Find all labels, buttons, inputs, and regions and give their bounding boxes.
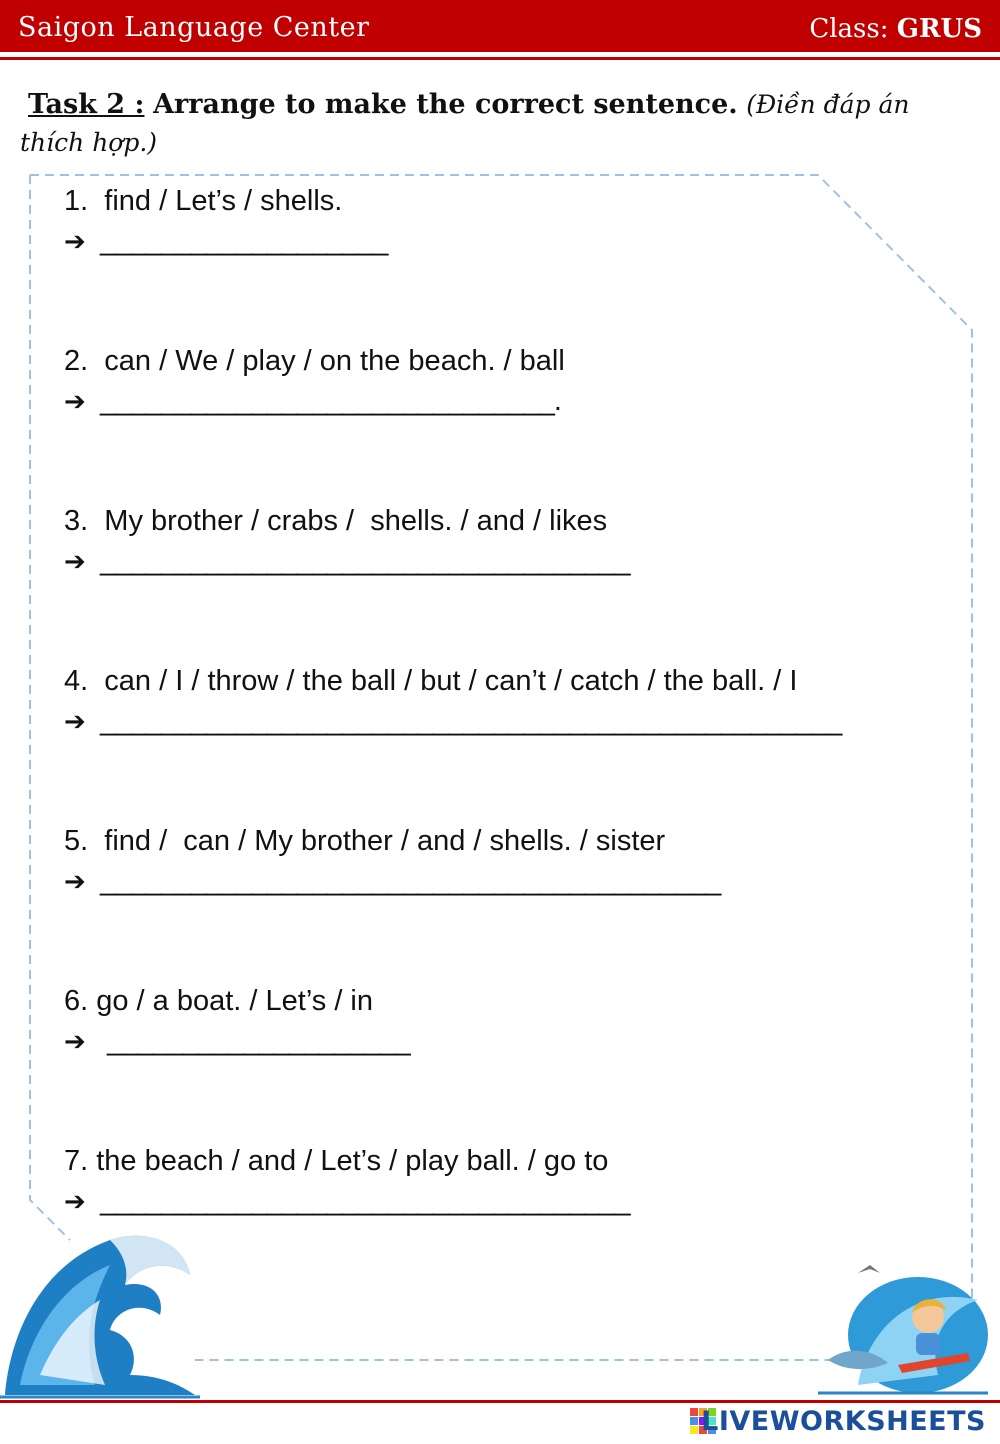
exercise-item-6: [64, 982, 410, 1061]
right-arrow-icon: ➔: [64, 1027, 86, 1057]
liveworksheets-logo[interactable]: LIVEWORKSHEETS: [701, 1406, 986, 1437]
question-text: 7. the beach / and / Let’s / play ball. / go to: [64, 1145, 609, 1177]
answer-blank[interactable]: ___________________________________: [100, 1185, 630, 1217]
question-text: 6. go / a boat. / Let’s / in: [64, 985, 374, 1017]
question-text: 5. find / can / My brother / and / shells. / sister: [64, 825, 666, 857]
answer-line[interactable]: [64, 382, 565, 421]
task-note: (Điền đáp án thích hợp.): [20, 90, 910, 157]
answer-line[interactable]: [64, 1022, 410, 1061]
answer-line[interactable]: [64, 1182, 630, 1221]
answer-line[interactable]: [64, 702, 841, 741]
right-arrow-icon: ➔: [64, 227, 86, 257]
center-name: Saigon Language Center: [18, 12, 370, 43]
answer-line[interactable]: [64, 862, 720, 901]
answer-line[interactable]: [64, 222, 387, 261]
exercise-item-1: [64, 182, 387, 261]
right-arrow-icon: ➔: [64, 867, 86, 897]
answer-blank[interactable]: ___________________: [100, 225, 388, 257]
answer-blank[interactable]: ______________________________.: [100, 385, 561, 417]
task-label: Task 2 :: [28, 89, 145, 120]
right-arrow-icon: ➔: [64, 387, 86, 417]
exercise-item-4: [64, 662, 841, 741]
exercise-item-3: [64, 502, 630, 581]
question-text: 4. can / I / throw / the ball / but / can’t / catch / the ball. / I: [64, 665, 798, 697]
question-text: 2. can / We / play / on the beach. / ball: [64, 345, 565, 377]
question-text: 1. find / Let’s / shells.: [64, 185, 343, 217]
class-prefix: Class:: [809, 14, 897, 44]
right-arrow-icon: ➔: [64, 707, 86, 737]
class-name: GRUS: [896, 14, 982, 44]
answer-blank[interactable]: ___________________________________: [100, 545, 630, 577]
right-arrow-icon: ➔: [64, 547, 86, 577]
answer-blank[interactable]: _________________________________________: [100, 865, 721, 897]
right-arrow-icon: ➔: [64, 1187, 86, 1217]
exercise-item-7: [64, 1142, 630, 1221]
answer-blank[interactable]: ____________________: [100, 1025, 410, 1057]
task-instruction: Arrange to make the correct sentence.: [153, 89, 738, 120]
surfer-image: [818, 1255, 988, 1395]
answer-line[interactable]: [64, 542, 630, 581]
exercise-item-2: [64, 342, 565, 421]
wave-image: [0, 1225, 200, 1400]
exercise-item-5: [64, 822, 720, 901]
answer-blank[interactable]: _________________________________________________: [100, 705, 842, 737]
question-text: 3. My brother / crabs / shells. / and / likes: [64, 505, 608, 537]
footer-divider: [0, 1400, 1000, 1403]
